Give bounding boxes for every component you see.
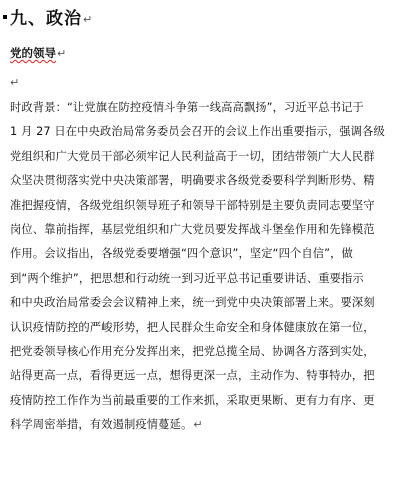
paragraph-mark-icon: ↵ — [10, 76, 20, 89]
text-line: 1 月 27 日在中央政治局常务委员会召开的会议上作出重要指示，强调各级 — [10, 125, 385, 139]
subsection-heading-text: 党的领导 — [10, 46, 56, 60]
text-line: 时政背景：“让党旗在防控疫情斗争第一线高高飘扬”，习近平总书记于 — [10, 101, 364, 114]
section-heading-text: 九、政治 — [10, 9, 82, 29]
empty-paragraph — [10, 76, 19, 89]
text-line: 准把握疫情，各级党组织领导班子和领导干部特别是主要负责同志要坚守 — [10, 198, 375, 212]
text-line: 认识疫情防控的严峻形势，把人民群众生命安全和身体健康放在第一位， — [10, 320, 375, 334]
paragraph-mark-icon: ↵ — [83, 12, 94, 26]
text-line: 党组织和广大党员干部必须牢记人民利益高于一切，团结带领广大人民群 — [10, 149, 375, 163]
paragraph-mark-icon: ↵ — [193, 418, 203, 432]
heading-bullet — [3, 15, 7, 19]
body-paragraph — [10, 96, 408, 437]
text-line: 疫情防控工作作为当前最重要的工作来抓，采取更果断、更有力有序、更 — [10, 393, 375, 407]
text-line-content: 科学周密举措，有效遏制疫情蔓延。 — [10, 418, 193, 432]
text-line: 岗位、靠前指挥，基层党组织和广大党员要发挥战斗堡垒作用和先锋模范 — [10, 222, 375, 236]
text-line: 和中央政治局常委会会议精神上来，统一到党中央决策部署上来。要深刻 — [10, 296, 375, 310]
text-line: 站得更高一点，看得更远一点，想得更深一点，主动作为、特事特办，把 — [10, 369, 375, 383]
text-line: 众坚决贯彻落实党中央决策部署，明确要求各级党委要科学判断形势、精 — [10, 174, 375, 188]
text-line: 把党委领导核心作用充分发挥出来，把党总揽全局、协调各方落到实处， — [10, 344, 375, 358]
paragraph-mark-icon: ↵ — [57, 47, 67, 60]
subsection-heading — [10, 45, 66, 61]
text-line-last — [10, 413, 408, 437]
text-line: 作用。会议指出，各级党委要增强“四个意识”，坚定“四个自信”，做 — [10, 247, 353, 261]
section-heading — [3, 4, 93, 29]
text-line: 到“两个维护”，把思想和行动统一到习近平总书记重要讲话、重要指示 — [10, 271, 364, 285]
